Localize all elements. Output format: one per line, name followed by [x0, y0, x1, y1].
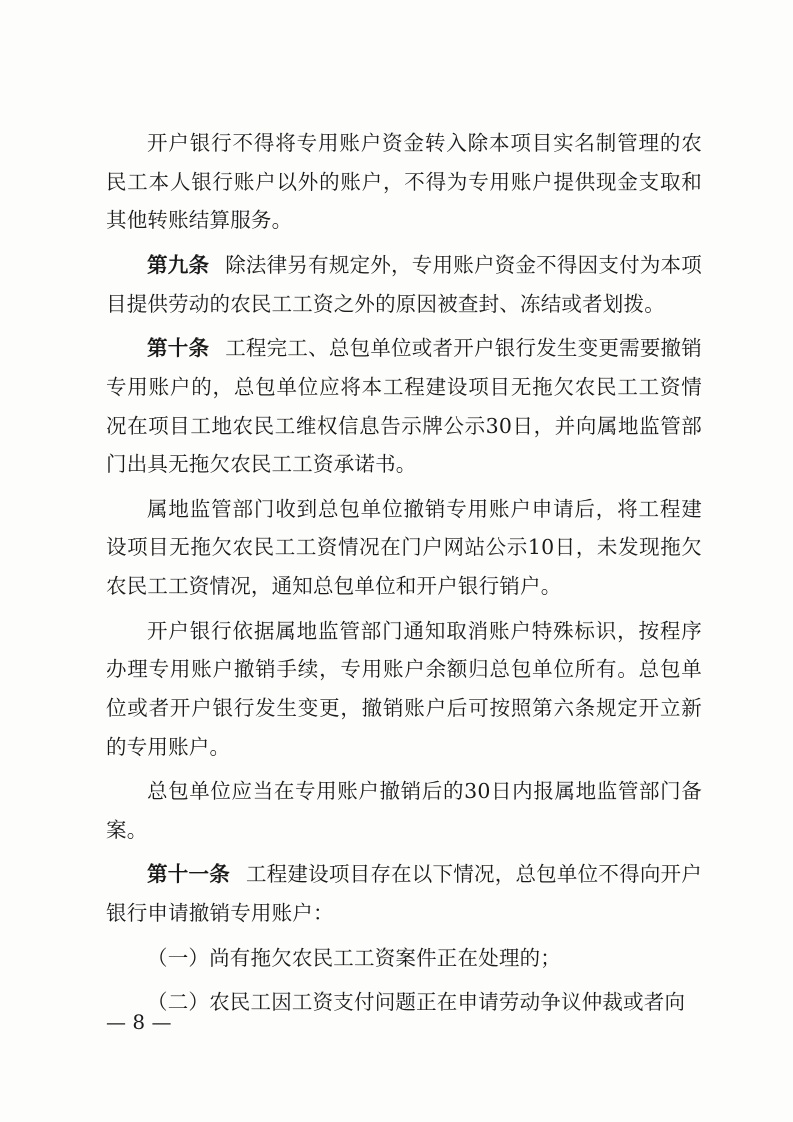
paragraph-text: （一）尚有拖欠农民工工资案件正在处理的； [147, 945, 561, 970]
article-11 [106, 855, 702, 932]
article-10 [106, 329, 702, 484]
article-9 [106, 246, 702, 323]
paragraph-text: 总包单位应当在专用账户撤销后的30日内报属地监管部门备案。 [106, 779, 702, 842]
paragraph-5 [106, 612, 702, 767]
article-heading: 第九条 [147, 252, 210, 277]
list-item-1 [106, 939, 702, 978]
paragraph-text: 开户银行依据属地监管部门通知取消账户特殊标识，按程序办理专用账户撤销手续，专用账户余额归总包单位所有。总包单位或者开户银行发生变更，撤销账户后可按照第六条规定开立新的专用账户。 [106, 618, 702, 759]
page-number: — 8 — [106, 1010, 172, 1034]
paragraph-text: 工程建设项目存在以下情况，总包单位不得向开户银行申请撤销专用账户： [106, 862, 702, 926]
list-item-2 [106, 983, 702, 1022]
paragraph-text: 工程完工、总包单位或者开户银行发生变更需要撤销专用账户的，总包单位应将本工程建设项目无拖欠农民工工资情况在项目工地农民工维权信息告示牌公示30日，并向属地监管部门出具无拖欠农民工工资承诺书。 [106, 336, 702, 477]
paragraph-text: 属地监管部门收到总包单位撤销专用账户申请后，将工程建设项目无拖欠农民工工资情况在门户网站公示10日，未发现拖欠农民工工资情况，通知总包单位和开户银行销户。 [106, 496, 702, 599]
paragraph-6 [106, 772, 702, 849]
paragraph-4 [106, 490, 702, 606]
paragraph-text: 开户银行不得将专用账户资金转入除本项目实名制管理的农民工本人银行账户以外的账户，不得为专用账户提供现金支取和其他转账结算服务。 [106, 131, 702, 233]
article-heading: 第十一条 [147, 862, 230, 887]
article-heading: 第十条 [147, 336, 210, 361]
paragraph-1 [106, 124, 702, 240]
paragraph-text: （二）农民工因工资支付问题正在申请劳动争议仲裁或者向 [147, 990, 686, 1015]
paragraph-text: 除法律另有规定外，专用账户资金不得因支付为本项目提供劳动的农民工工资之外的原因被查封、冻结或者划拨。 [106, 252, 702, 316]
document-body [106, 124, 702, 1028]
